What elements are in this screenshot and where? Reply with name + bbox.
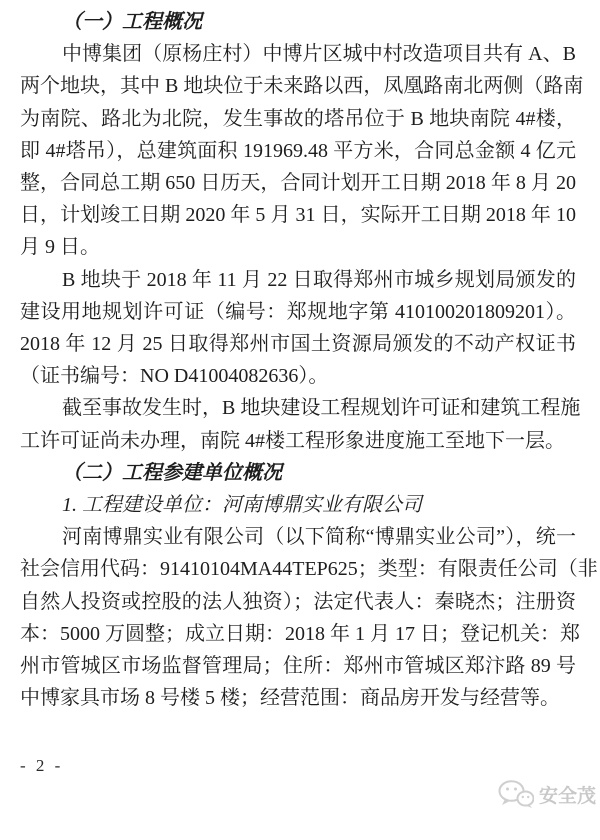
doc-line: 中博家具市场 8 号楼 5 楼；经营范围：商品房开发与经营等。 [20,687,560,710]
doc-line: B 地块于 2018 年 11 月 22 日取得郑州市城乡规划局颁发的 [62,268,576,291]
doc-line: 州市管城区市场监督管理局；住所：郑州市管城区郑汴路 89 号 [20,655,576,678]
doc-line: 两个地块，其中 B 地块位于未来路以西，凤凰路南北两侧（路南 [20,75,584,98]
doc-line: 整，合同总工期 650 日历天，合同计划开工日期 2018 年 8 月 20 [20,172,576,195]
page-number: - 2 - [20,756,64,775]
doc-line: 月 9 日。 [20,236,100,259]
document-body [20,6,598,714]
doc-line: 日，计划竣工日期 2020 年 5 月 31 日，实际开工日期 2018 年 10 [20,204,576,227]
doc-line: 工许可证尚未办理，南院 4#楼工程形象进度施工至地下一层。 [20,429,565,452]
doc-line: 河南博鼎实业有限公司（以下简称“博鼎实业公司”），统一 [62,526,576,549]
doc-line: 中博集团（原杨庄村）中博片区城中村改造项目共有 A、B [62,43,576,66]
section-heading: （一）工程概况 [62,11,202,33]
doc-line: 截至事故发生时，B 地块建设工程规划许可证和建筑工程施 [62,397,581,420]
doc-line: 本：5000 万圆整；成立日期：2018 年 1 月 17 日；登记机关：郑 [20,622,580,645]
watermark [498,780,596,808]
doc-line: 即 4#塔吊），总建筑面积 191969.48 平方米，合同总金额 4 亿元 [20,139,576,162]
doc-line: 2018 年 12 月 25 日取得郑州市国土资源局颁发的不动产权证书 [20,333,576,356]
doc-line: 社会信用代码：91410104MA44TEP625；类型：有限责任公司（非 [20,558,598,581]
doc-line: 为南院、路北为北院，发生事故的塔吊位于 B 地块南院 4#楼， [20,107,576,130]
doc-line: 1. 工程建设单位：河南博鼎实业有限公司 [62,494,422,517]
wechat-logo-icon [498,780,534,808]
doc-line: 建设用地规划许可证（编号：郑规地字第 410100201809201）。 [20,300,576,323]
section-heading: （二）工程参建单位概况 [62,461,282,484]
doc-line: 自然人投资或控股的法人独资）；法定代表人：秦晓杰；注册资 [20,590,576,613]
watermark-label: 安全茂 [539,785,597,807]
doc-line: （证书编号：NO D41004082636）。 [20,365,329,388]
